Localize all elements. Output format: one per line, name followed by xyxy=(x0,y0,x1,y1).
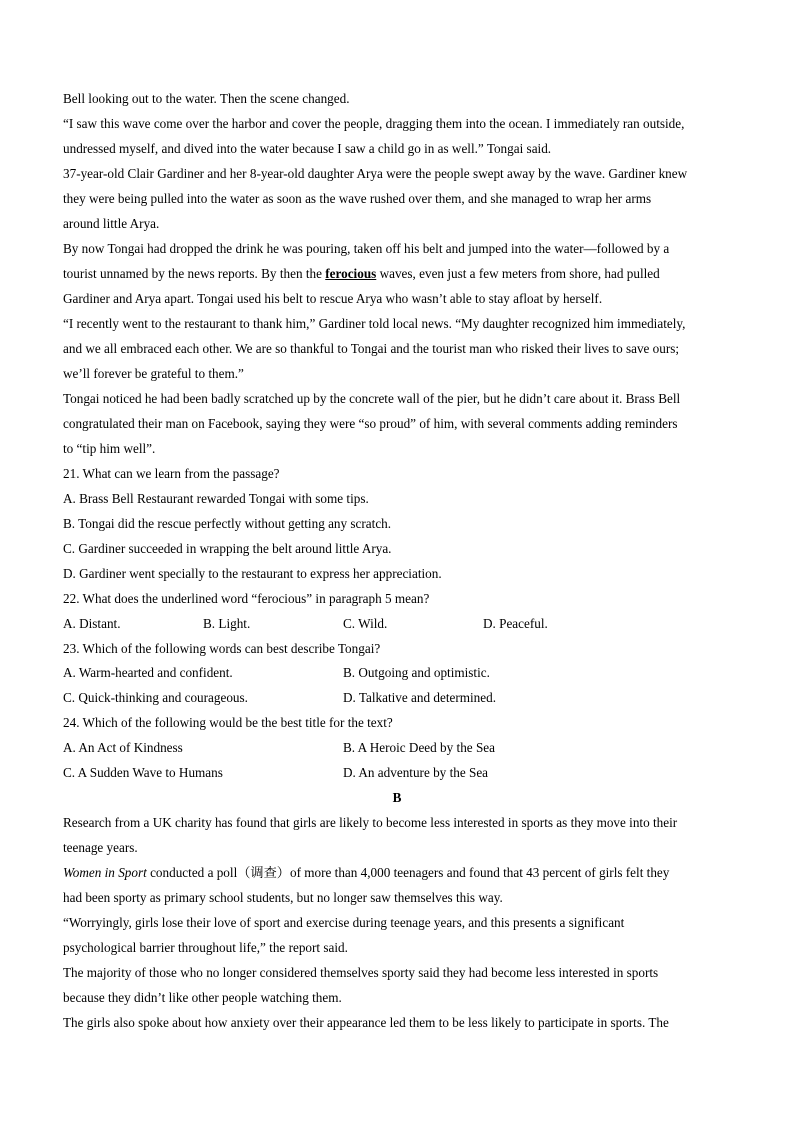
passage-b-line: because they didn’t like other people watching them. xyxy=(63,990,342,1005)
q21-option-b: B. Tongai did the rescue perfectly without getting any scratch. xyxy=(63,516,392,531)
passage-a-line xyxy=(63,265,743,283)
q22-option-a: A. Distant. xyxy=(63,616,121,631)
passage-a-line: we’ll forever be grateful to them.” xyxy=(63,366,244,381)
line-text: conducted a poll（调查）of more than 4,000 teenagers and found that 43 percent of girls felt they xyxy=(146,865,670,880)
organization-name: Women in Sport xyxy=(63,865,147,880)
passage-b-line: The majority of those who no longer considered themselves sporty said they had become less interested in sports xyxy=(63,965,659,980)
passage-b-line: “Worryingly, girls lose their love of sport and exercise during teenage years, and this presents a significant xyxy=(63,915,625,930)
question-21-stem: 21. What can we learn from the passage? xyxy=(63,466,280,481)
passage-a-line: undressed myself, and dived into the water because I saw a child go in as well.” Tongai said. xyxy=(63,141,552,156)
passage-a-line: Gardiner and Arya apart. Tongai used his belt to rescue Arya who wasn’t able to stay afloat by herself. xyxy=(63,291,603,306)
passage-b-heading: B xyxy=(392,790,402,805)
passage-a-line: 37-year-old Clair Gardiner and her 8-year-old daughter Arya were the people swept away by the wave. Gardiner knew xyxy=(63,166,688,181)
q23-option-c: C. Quick-thinking and courageous. xyxy=(63,690,248,705)
line-text: tourist unnamed by the news reports. By then the xyxy=(63,266,326,281)
q24-option-b: B. A Heroic Deed by the Sea xyxy=(343,740,495,755)
q24-option-a: A. An Act of Kindness xyxy=(63,740,183,755)
passage-b-line xyxy=(63,864,743,882)
passage-a-line: “I recently went to the restaurant to thank him,” Gardiner told local news. “My daughter recognized him immediately, xyxy=(63,316,686,331)
q21-option-c: C. Gardiner succeeded in wrapping the belt around little Arya. xyxy=(63,541,392,556)
passage-a-line: Tongai noticed he had been badly scratched up by the concrete wall of the pier, but he didn’t care about it. Brass Bell xyxy=(63,391,681,406)
q22-option-d: D. Peaceful. xyxy=(483,616,548,631)
passage-a-line: “I saw this wave come over the harbor and cover the people, dragging them into the ocean. I immediately ran outside, xyxy=(63,116,685,131)
q24-option-c: C. A Sudden Wave to Humans xyxy=(63,765,223,780)
passage-a-line: they were being pulled into the water as soon as the wave rushed over them, and she managed to wrap her arms xyxy=(63,191,652,206)
q24-option-d: D. An adventure by the Sea xyxy=(343,765,489,780)
question-24-stem: 24. Which of the following would be the best title for the text? xyxy=(63,715,393,730)
passage-a-line: and we all embraced each other. We are so thankful to Tongai and the tourist man who risked their lives to save ours; xyxy=(63,341,680,356)
passage-a-line: around little Arya. xyxy=(63,216,160,231)
q22-option-b: B. Light. xyxy=(203,616,251,631)
q21-option-a: A. Brass Bell Restaurant rewarded Tongai with some tips. xyxy=(63,491,369,506)
line-text: waves, even just a few meters from shore, had pulled xyxy=(376,266,660,281)
passage-b-line: Research from a UK charity has found that girls are likely to become less interested in sports as they move into their xyxy=(63,815,678,830)
passage-a-line: Bell looking out to the water. Then the scene changed. xyxy=(63,91,350,106)
passage-b-line: teenage years. xyxy=(63,840,138,855)
question-23-stem: 23. Which of the following words can best describe Tongai? xyxy=(63,641,381,656)
q23-option-b: B. Outgoing and optimistic. xyxy=(343,665,490,680)
passage-a-line: congratulated their man on Facebook, saying they were “so proud” of him, with several comments adding reminders xyxy=(63,416,678,431)
q21-option-d: D. Gardiner went specially to the restaurant to express her appreciation. xyxy=(63,566,442,581)
passage-a-line: By now Tongai had dropped the drink he was pouring, taken off his belt and jumped into the water—followed by a xyxy=(63,241,670,256)
q23-option-a: A. Warm-hearted and confident. xyxy=(63,665,233,680)
underlined-word-ferocious: ferocious xyxy=(325,266,377,281)
passage-b-line: The girls also spoke about how anxiety over their appearance led them to be less likely to participate in sports. The xyxy=(63,1015,669,1030)
passage-a-line: to “tip him well”. xyxy=(63,441,156,456)
question-22-stem: 22. What does the underlined word “ferocious” in paragraph 5 mean? xyxy=(63,591,430,606)
passage-b-line: psychological barrier throughout life,” the report said. xyxy=(63,940,348,955)
q23-option-d: D. Talkative and determined. xyxy=(343,690,497,705)
q22-option-c: C. Wild. xyxy=(343,616,388,631)
passage-b-line: had been sporty as primary school students, but no longer saw themselves this way. xyxy=(63,890,503,905)
